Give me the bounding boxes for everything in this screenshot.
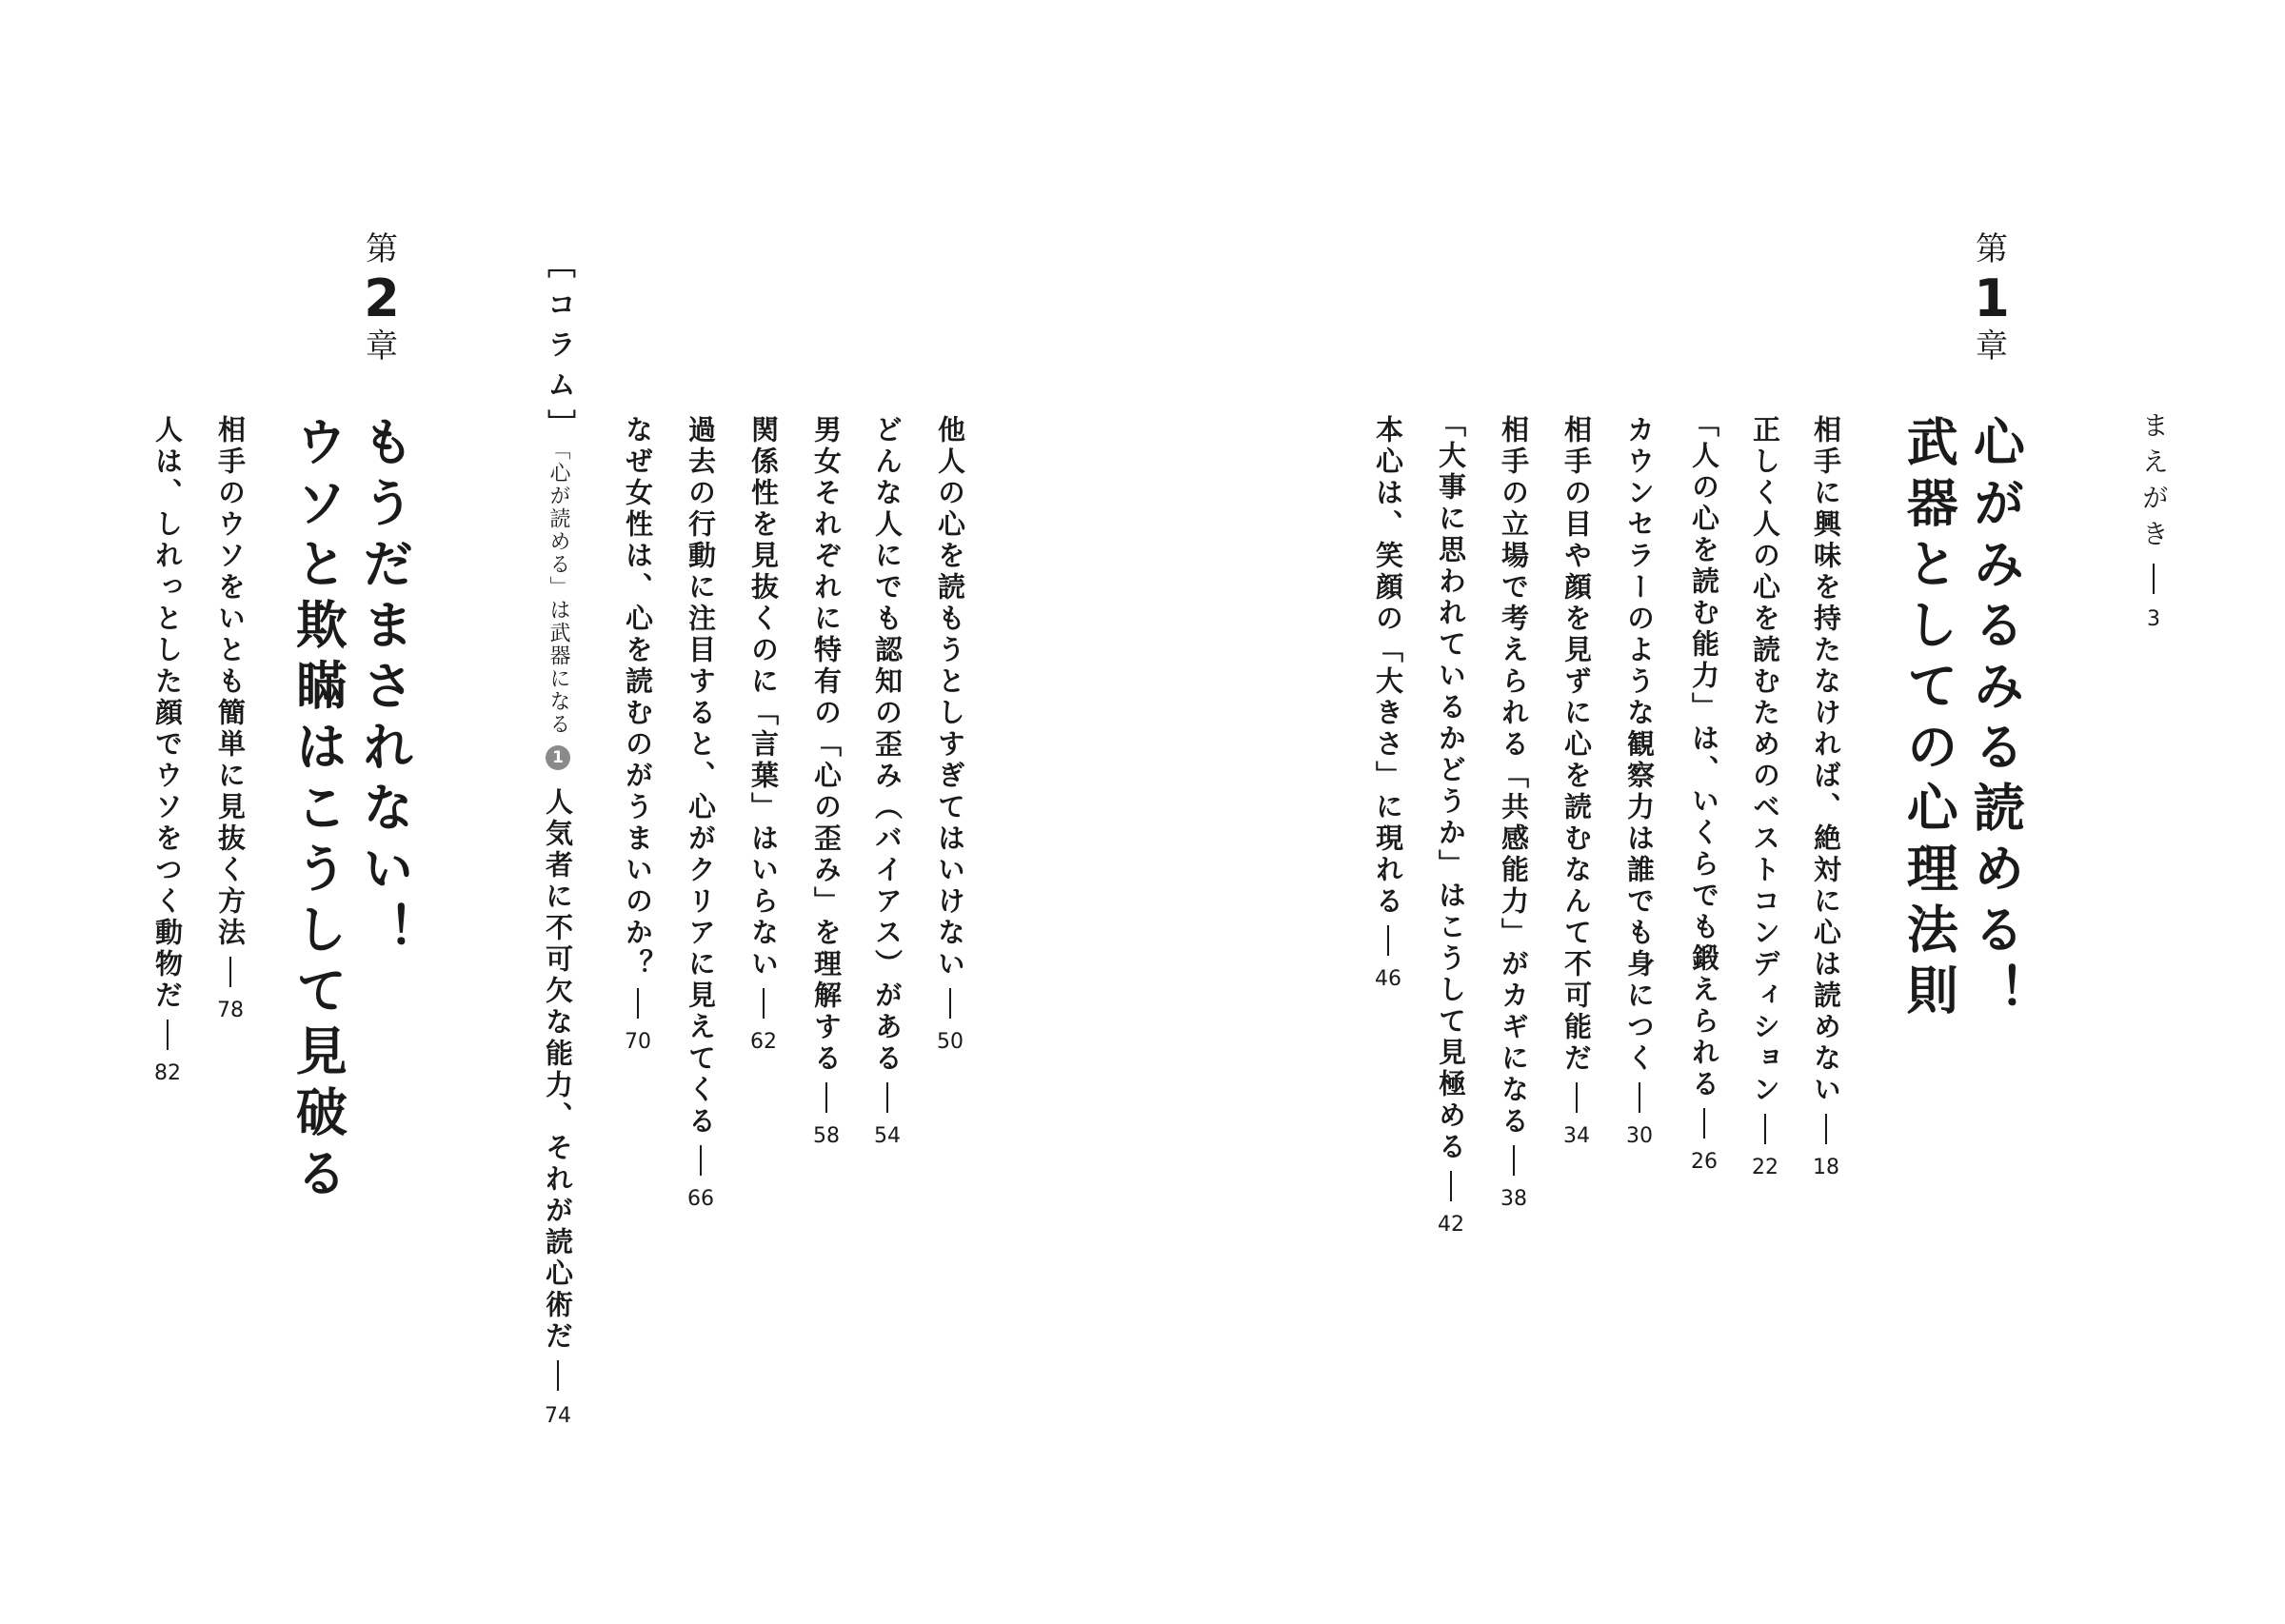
toc-entry[interactable]: [149, 415, 187, 1084]
toc-entry[interactable]: [1807, 415, 1845, 1178]
column-number-badge: 1: [546, 745, 570, 770]
entry-title: 「人の心を読む能力」は、いくらでも鍛えられる: [1688, 409, 1720, 1100]
entry-title: 過去の行動に注目すると、心がクリアに見えてくる: [685, 415, 717, 1138]
page-dash: [689, 1145, 712, 1176]
column-heading: ［コラム］: [542, 249, 575, 449]
page-number: 30: [1626, 1124, 1653, 1148]
chapter-label-suffix: 章: [366, 327, 398, 366]
page-dash: [1440, 1171, 1462, 1201]
page-dash: [939, 988, 962, 1019]
entry-title: 「大事に思われているかどうか」はこうして見極める: [1435, 409, 1467, 1163]
chapter-title-line1: 心がみるみる読める！: [1965, 415, 2026, 1024]
entry-title: 本心は、笑顔の「大きさ」に現れる: [1372, 415, 1404, 918]
page-number: 34: [1563, 1124, 1590, 1148]
page-number: 78: [217, 999, 244, 1022]
chapter-title-line2: 武器としての心理法則: [1898, 415, 1959, 1024]
page-number: 62: [750, 1030, 777, 1054]
entry-title: なぜ女性は、心を読むのがうまいのか？: [622, 415, 654, 980]
page-number: 38: [1500, 1187, 1527, 1211]
chapter-number: 2: [364, 268, 400, 328]
page-dash: [815, 1082, 838, 1113]
page-dash: [219, 957, 242, 987]
entry-title: 相手の目や顔を見ずに心を読むなんて不可能だ: [1560, 415, 1593, 1075]
page-dash: [876, 1082, 899, 1113]
entry-title: 相手の立場で考えられる「共感能力」がカギになる: [1498, 415, 1530, 1138]
toc-entry[interactable]: [807, 415, 845, 1147]
page-dash: [752, 988, 775, 1019]
entry-title: 人は、しれっとした顔でウソをつく動物だ: [151, 415, 184, 1012]
page-number: 22: [1752, 1156, 1778, 1179]
entry-title: 相手のウソをいとも簡単に見抜く方法: [214, 415, 247, 949]
toc-entry[interactable]: [868, 415, 906, 1147]
chapter-label-prefix: 第: [366, 230, 398, 268]
page-number: 26: [1691, 1150, 1718, 1174]
chapter-title-line1: もうだまされない！: [354, 415, 415, 963]
entry-title: 関係性を見抜くのに「言葉」はいらない: [747, 415, 780, 980]
entry-title: 正しく人の心を読むためのベストコンディション: [1749, 415, 1781, 1106]
entry-title: 人気者に不可欠な能力、それが読心術だ: [542, 787, 574, 1353]
toc-entry[interactable]: [745, 415, 783, 1053]
chapter-2-label: [348, 230, 415, 366]
page-dash: [545, 1360, 571, 1391]
maegaki-label: まえがき: [2138, 411, 2170, 556]
page-number: 42: [1438, 1213, 1464, 1237]
page-number: 3: [2147, 607, 2160, 631]
toc-entry[interactable]: [1495, 415, 1533, 1210]
chapter-label-suffix: 章: [1976, 327, 2008, 366]
toc-entry[interactable]: [931, 415, 969, 1053]
page-dash: [1693, 1108, 1716, 1139]
toc-entry[interactable]: [1620, 415, 1659, 1147]
page-number: 58: [813, 1124, 840, 1148]
page-number: 18: [1813, 1156, 1839, 1179]
entry-title: カウンセラーのような観察力は誰でも身につく: [1623, 415, 1656, 1075]
chapter-1-title[interactable]: [1895, 415, 2028, 1024]
chapter-number: 1: [1974, 268, 2010, 328]
page-dash: [1628, 1082, 1651, 1113]
entry-title: 相手に興味を持たなければ、絶対に心は読めない: [1810, 415, 1842, 1106]
toc-entry[interactable]: [1558, 415, 1596, 1147]
page-number: 74: [545, 1404, 571, 1428]
page-dash: [1565, 1082, 1588, 1113]
page-dash: [1815, 1114, 1838, 1144]
toc-entry[interactable]: [1369, 415, 1407, 990]
page-dash: [626, 988, 649, 1019]
page-number: 66: [687, 1187, 714, 1211]
page-dash: [1377, 925, 1400, 956]
page-number: 82: [154, 1061, 181, 1085]
column-entry[interactable]: [537, 249, 579, 1428]
toc-entry[interactable]: [619, 415, 657, 1053]
toc-entry[interactable]: [682, 415, 720, 1210]
chapter-2-title[interactable]: [284, 415, 417, 1207]
column-subtitle: 「心が読める」は武器になる: [546, 449, 570, 736]
entry-title: 男女それぞれに特有の「心の歪み」を理解する: [810, 415, 843, 1075]
chapter-title-line2: ウソと欺瞞はこうして見破る: [288, 415, 348, 1207]
page-number: 70: [625, 1030, 651, 1054]
chapter-label-prefix: 第: [1976, 230, 2008, 268]
entry-title: どんな人にでも認知の歪み（バイアス）がある: [871, 415, 904, 1075]
page-dash: [1502, 1145, 1525, 1176]
toc-entry[interactable]: [1432, 409, 1470, 1236]
toc-entry-maegaki[interactable]: [2135, 411, 2173, 631]
page-dash: [1754, 1114, 1777, 1144]
chapter-1-label: [1958, 230, 2025, 366]
page-dash: [2140, 564, 2167, 594]
page-number: 46: [1375, 967, 1401, 991]
toc-entry[interactable]: [1746, 415, 1784, 1178]
toc-entry[interactable]: [211, 415, 249, 1021]
page-number: 54: [874, 1124, 901, 1148]
entry-title: 他人の心を読もうとしすぎてはいけない: [934, 415, 966, 980]
page-number: 50: [937, 1030, 964, 1054]
page-dash: [156, 1020, 179, 1050]
toc-entry[interactable]: [1685, 409, 1723, 1173]
